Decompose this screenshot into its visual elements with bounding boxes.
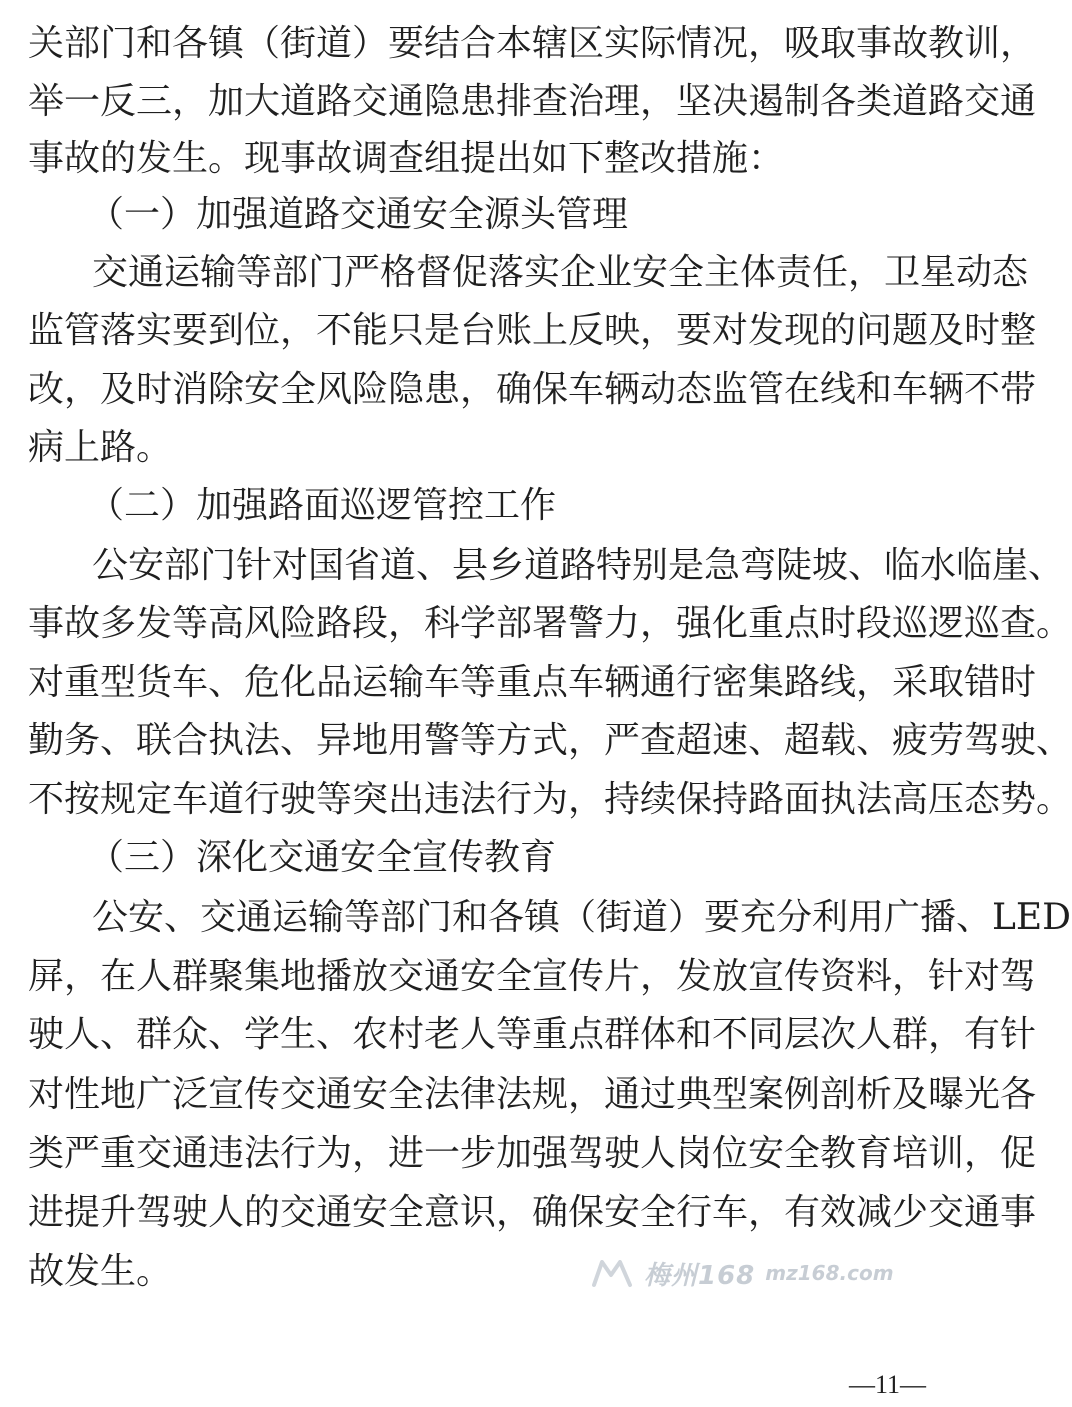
watermark-logo-icon (592, 1259, 634, 1287)
site-watermark (592, 1255, 894, 1291)
page-number: —11— (848, 1370, 926, 1399)
text-line: 对性地广泛宣传交通安全法律法规，通过典型案例剖析及曝光各 (28, 1074, 1037, 1115)
text-line: 对重型货车、危化品运输车等重点车辆通行密集路线，采取错时 (28, 662, 1037, 703)
text-line: 交通运输等部门严格督促落实企业安全主体责任，卫星动态 (92, 252, 1029, 293)
text-line: 勤务、联合执法、异地用警等方式，严查超速、超载、疲劳驾驶、 (28, 720, 1072, 761)
section-heading-3: （三）深化交通安全宣传教育 (88, 837, 557, 878)
text-line: 公安、交通运输等部门和各镇（街道）要充分利用广播、LED (92, 897, 1072, 938)
text-line: 类严重交通违法行为，进一步加强驾驶人岗位安全教育培训，促 (28, 1133, 1037, 1174)
text-line: 公安部门针对国省道、县乡道路特别是急弯陡坡、临水临崖、 (92, 545, 1065, 586)
text-line: 举一反三，加大道路交通隐患排查治理，坚决遏制各类道路交通 (28, 81, 1037, 122)
section-heading-1: （一）加强道路交通安全源头管理 (88, 194, 629, 235)
text-line: 进提升驾驶人的交通安全意识，确保安全行车，有效减少交通事 (28, 1192, 1037, 1233)
section-heading-2: （二）加强路面巡逻管控工作 (88, 485, 557, 526)
text-line: 屏，在人群聚集地播放交通安全宣传片，发放宣传资料，针对驾 (28, 956, 1037, 997)
watermark-domain: mz168.com (765, 1261, 894, 1285)
text-line: 事故的发生。现事故调查组提出如下整改措施： (28, 138, 785, 179)
watermark-brand: 梅州168 (644, 1260, 756, 1291)
text-line: 改，及时消除安全风险隐患，确保车辆动态监管在线和车辆不带 (28, 369, 1037, 410)
text-line: 病上路。 (28, 427, 173, 468)
text-line: 不按规定车道行驶等突出违法行为，持续保持路面执法高压态势。 (28, 779, 1072, 820)
text-line: 监管落实要到位，不能只是台账上反映，要对发现的问题及时整 (28, 310, 1037, 351)
text-line: 关部门和各镇（街道）要结合本辖区实际情况，吸取事故教训， (28, 23, 1037, 64)
text-line: 事故多发等高风险路段，科学部署警力，强化重点时段巡逻巡查。 (28, 603, 1072, 644)
text-line: 驶人、群众、学生、农村老人等重点群体和不同层次人群，有针 (28, 1014, 1037, 1055)
text-line: 故发生。 (28, 1251, 173, 1292)
